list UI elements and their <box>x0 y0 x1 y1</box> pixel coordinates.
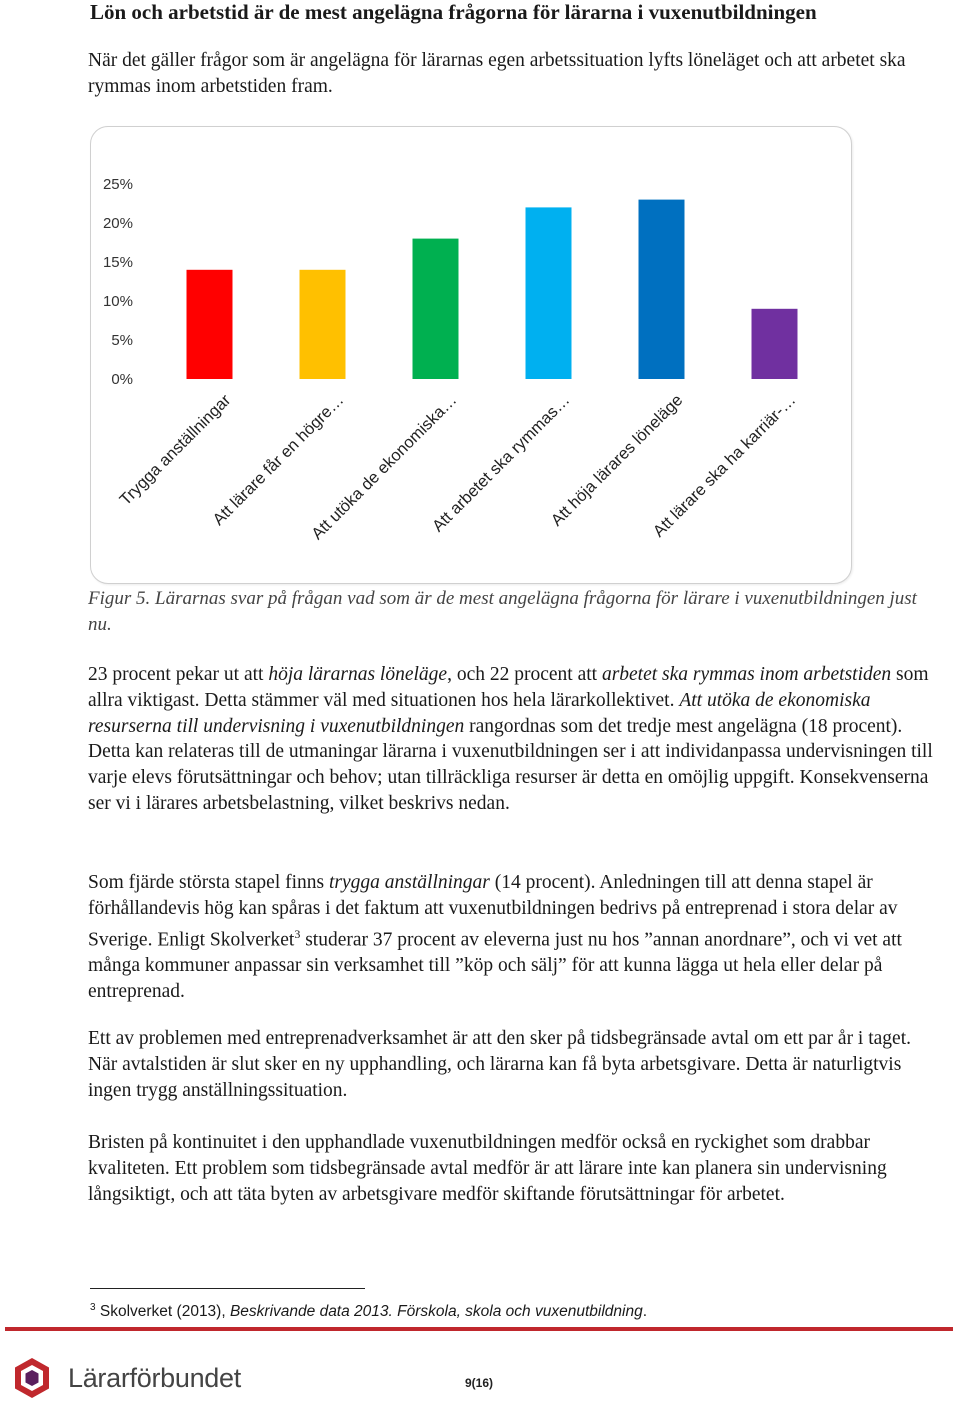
y-tick-label: 0% <box>111 371 133 388</box>
footnote-text-c: . <box>642 1303 648 1321</box>
bar-chart <box>91 127 851 583</box>
footnote <box>90 1298 930 1322</box>
footnote-number: 3 <box>90 1302 96 1313</box>
y-tick-label: 25% <box>102 176 133 193</box>
chart-bar <box>413 239 459 379</box>
footnote-title: Beskrivande data 2013. Förskola, skola och vuxenutbildning <box>229 1303 643 1321</box>
logo-wordmark: Lärarförbundet <box>68 1363 241 1393</box>
p2-italic-b: trygga anställningar <box>329 872 490 893</box>
x-tick-label: Att lärare ska ha karriär-… <box>649 391 800 541</box>
footnote-ref[interactable]: 3 <box>294 926 301 941</box>
bar-chart-frame <box>90 126 852 584</box>
intro-paragraph: När det gäller frågor som är angelägna för lärarnas egen arbetssituation lyfts löneläget och att arbetet ska rymmas inom arbetstiden fram. <box>88 50 906 97</box>
chart-bar <box>187 270 233 379</box>
p1-text-c: , och 22 procent att <box>447 664 602 685</box>
x-tick-label: Att arbetet ska rymmas… <box>428 391 574 536</box>
footnote-text-a: Skolverket (2013), <box>95 1303 230 1321</box>
paragraph-2 <box>88 870 938 1004</box>
p1-text-g: rangordnas som det tredje mest angelägna (18 procent). Detta kan relateras till de utmaningar lärarna i vuxenutbildningen ser i att individanpassa undervisningen till varje elevs förutsättningar och behov; utan tillräckliga resurser är detta en omöjlig uppgift. Konsekvenserna ser vi i lärares arbetsbelastning, vilket beskrivs nedan. <box>88 715 933 814</box>
chart-bar <box>526 207 572 379</box>
y-tick-label: 15% <box>102 254 133 271</box>
p2-text-a: Som fjärde största stapel finns <box>88 872 329 893</box>
x-tick-label: Trygga anställningar <box>116 391 235 510</box>
hexagon-logo-icon <box>12 1356 52 1400</box>
page-number: 9(16) <box>465 1376 494 1390</box>
p1-italic-d: arbetet ska rymmas inom arbetstiden <box>601 664 892 685</box>
paragraph-4: Bristen på kontinuitet i den upphandlade vuxenutbildningen medför också en ryckighet som drabbar kvaliteten. Ett problem som tidsbegränsade avtal medför är att lärare inte kan planera sin undervisning långsiktigt, och att täta byten av arbetsgivare medför skiftande förutsättningar för arbetet. <box>88 1132 887 1205</box>
chart-bar <box>752 309 798 379</box>
lararforbundet-logo <box>12 1356 242 1400</box>
p1-text-a: 23 procent pekar ut att <box>88 664 269 685</box>
p2-text-c: (14 procent). Anledningen till att denna stapel är förhållandevis hög kan spåras i det faktum att vuxenutbildningen bedrivs på entreprenad i stora delar av Sverige. Enligt Skolverket <box>88 872 898 951</box>
p1-italic-f: Att utöka de ekonomiska resurserna till undervisning i vuxenutbildningen <box>88 689 871 737</box>
footer-divider <box>5 1327 953 1331</box>
x-tick-label: Att lärare får en högre… <box>209 391 348 529</box>
chart-bar <box>639 200 685 379</box>
y-tick-label: 20% <box>102 215 133 232</box>
p2-text-d: studerar 37 procent av eleverna just nu hos ”annan anordnare”, och vi vet att många kommuner anpassar sin verksamhet till ”köp och sälj” för att kunna lägga ut hela eller delar på entreprenad. <box>88 929 902 1002</box>
y-tick-label: 5% <box>111 332 133 349</box>
section-heading: Lön och arbetstid är de mest angelägna frågorna för lärarna i vuxenutbildningen <box>90 0 817 24</box>
p1-italic-b: höja lärarnas löneläge <box>268 664 448 685</box>
y-tick-label: 10% <box>102 293 133 310</box>
p1-text-e: som allra viktigast. Detta stämmer väl med situationen hos hela lärarkollektivet. <box>88 664 929 711</box>
figure-caption: Figur 5. Lärarnas svar på frågan vad som är de mest angelägna frågorna för lärare i vuxenutbildningen just nu. <box>88 588 917 635</box>
footnote-divider <box>90 1288 365 1289</box>
paragraph-1 <box>88 662 938 817</box>
paragraph-3: Ett av problemen med entreprenadverksamhet är att den sker på tidsbegränsade avtal om ett par år i taget. När avtalstiden är slut sker en ny upphandling, och lärarna kan få byta arbetsgivare. Detta är naturligtvis ingen trygg anställningssituation. <box>88 1028 911 1101</box>
x-tick-label: Att höja lärares löneläge <box>547 391 687 530</box>
x-tick-label: Att utöka de ekonomiska… <box>308 391 461 544</box>
chart-bar <box>300 270 346 379</box>
